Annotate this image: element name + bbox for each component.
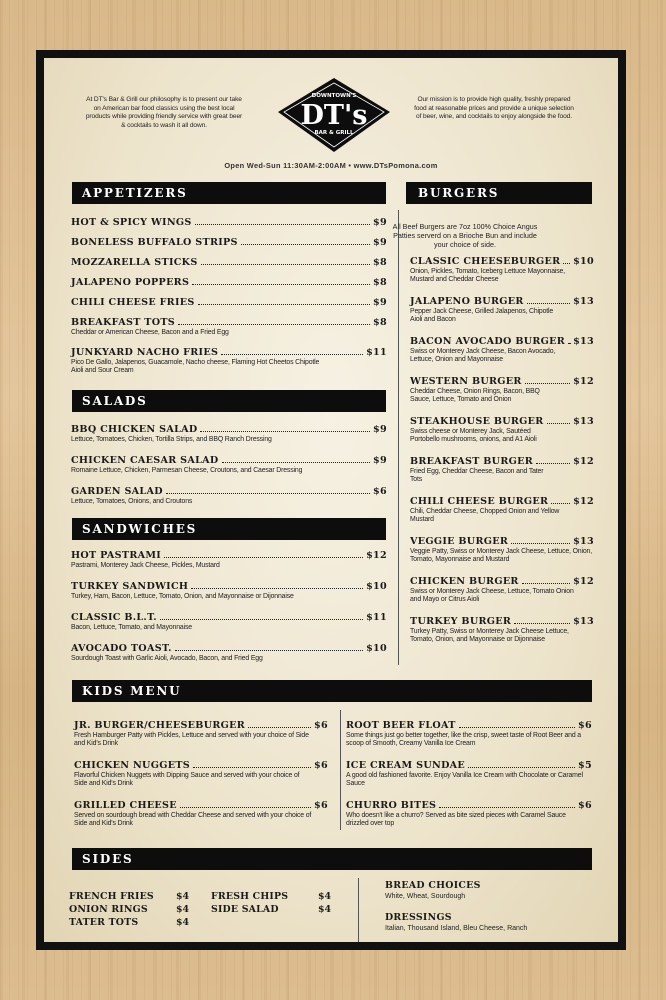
item-name: JALAPENO POPPERS xyxy=(71,277,190,288)
item-name: JR. BURGER/CHEESEBURGER xyxy=(74,720,246,731)
item-name: GRILLED CHEESE xyxy=(74,800,177,811)
item-name: CHICKEN BURGER xyxy=(410,576,519,587)
menu-item xyxy=(74,760,328,788)
menu-item xyxy=(346,800,592,828)
item-price: $8 xyxy=(373,257,387,268)
item-price: $10 xyxy=(366,643,387,654)
item-name: ICE CREAM SUNDAE xyxy=(346,760,466,771)
item-name: HOT & SPICY WINGS xyxy=(71,217,192,228)
item-price: $13 xyxy=(573,296,594,307)
item-name: GARDEN SALAD xyxy=(71,486,163,497)
item-name: CLASSIC B.L.T. xyxy=(71,612,157,623)
menu-item xyxy=(71,347,387,375)
menu-item xyxy=(410,256,594,284)
menu-item xyxy=(410,416,594,444)
menu-item xyxy=(410,616,594,644)
item-name: BBQ CHICKEN SALAD xyxy=(71,424,198,435)
side-item-name: SIDE SALAD xyxy=(211,904,279,915)
item-name: CHILI CHEESE BURGER xyxy=(410,496,549,507)
item-name: BREAKFAST TOTS xyxy=(71,317,176,328)
item-description: Romaine Lettuce, Chicken, Parmesan Cheese, Croutons, and Caesar Dressing xyxy=(71,467,303,474)
item-description: Pastrami, Monterey Jack Cheese, Pickles, Mustard xyxy=(71,562,220,569)
item-price: $9 xyxy=(373,455,387,466)
item-price: $9 xyxy=(373,217,387,228)
side-item-price: $4 xyxy=(176,904,190,915)
item-description: Sourdough Toast with Garlic Aioli, Avocado, Bacon, and Fried Egg xyxy=(71,655,263,662)
item-price: $13 xyxy=(573,616,594,627)
menu-item xyxy=(346,720,592,748)
kids-divider xyxy=(340,710,341,830)
side-item-price: $4 xyxy=(318,904,332,915)
item-price: $8 xyxy=(373,317,387,328)
bread-choices-desc: White, Wheat, Sourdough xyxy=(385,893,466,900)
dressings-desc: Italian, Thousand Island, Bleu Cheese, Ranch xyxy=(385,925,528,932)
side-item-price: $4 xyxy=(318,891,332,902)
item-description: Served on sourdough bread with Cheddar Cheese and served with your choice of Side and Kid's Drink xyxy=(74,812,312,827)
item-name: TURKEY BURGER xyxy=(410,616,512,627)
item-name: JALAPENO BURGER xyxy=(410,296,524,307)
item-price: $9 xyxy=(373,297,387,308)
item-name: BREAKFAST BURGER xyxy=(410,456,534,467)
item-name: VEGGIE BURGER xyxy=(410,536,509,547)
burgers-intro: All Beef Burgers are 7oz 100% Choice Angus Patties serverd on a Brioche Bun and include your choice of side. xyxy=(392,222,538,249)
side-item-name: FRESH CHIPS xyxy=(211,891,289,902)
item-description: Onion, Pickles, Tomato, Iceberg Lettuce Mayonnaise, Mustard and Cheddar Cheese xyxy=(410,268,566,283)
side-item-name: FRENCH FRIES xyxy=(69,891,154,902)
sides-divider xyxy=(358,878,359,942)
item-name: BACON AVOCADO BURGER xyxy=(410,336,566,347)
menu-item xyxy=(71,424,387,444)
menu-item xyxy=(71,317,387,337)
menu-item xyxy=(71,455,387,475)
item-price: $10 xyxy=(366,581,387,592)
item-price: $8 xyxy=(373,277,387,288)
menu-item xyxy=(71,612,387,632)
item-name: CHICKEN NUGGETS xyxy=(74,760,190,771)
side-item-price: $4 xyxy=(176,917,190,928)
item-description: Cheddar Cheese, Onion Rings, Bacon, BBQ Sauce, Lettuce, Tomato and Onion xyxy=(410,388,540,403)
dts-logo xyxy=(274,76,394,154)
menu-item xyxy=(71,486,387,506)
item-price: $6 xyxy=(314,800,328,811)
item-price: $13 xyxy=(573,416,594,427)
menu-item xyxy=(74,800,328,828)
sides-header: SIDES xyxy=(72,848,592,870)
logo-top-text: DOWNTOWN'S xyxy=(311,93,357,99)
item-price: $6 xyxy=(314,720,328,731)
item-price: $6 xyxy=(578,800,592,811)
menu-item xyxy=(71,217,387,228)
menu-item xyxy=(410,496,594,524)
bread-choices-title: BREAD CHOICES xyxy=(385,880,481,891)
item-name: WESTERN BURGER xyxy=(410,376,522,387)
item-price: $6 xyxy=(578,720,592,731)
menu-paper xyxy=(44,58,618,942)
item-name: TURKEY SANDWICH xyxy=(71,581,189,592)
item-name: JUNKYARD NACHO FRIES xyxy=(71,347,219,358)
item-description: Lettuce, Tomatoes, Chicken, Tortilla Strips, and BBQ Ranch Dressing xyxy=(71,436,272,443)
menu-item xyxy=(74,720,328,748)
menu-item xyxy=(71,643,387,663)
item-price: $12 xyxy=(573,376,594,387)
menu-item xyxy=(410,536,594,564)
item-price: $9 xyxy=(373,424,387,435)
menu-item xyxy=(410,576,594,604)
menu-item xyxy=(71,550,387,570)
item-description: Some things just go better together, like the crisp, sweet taste of Root Beer and a scoop of Smooth, Creamy Vanilla Ice Cream xyxy=(346,732,581,747)
item-description: Flavorful Chicken Nuggets with Dipping Sauce and served with your choice of Side and Kid's Drink xyxy=(74,772,300,787)
item-price: $12 xyxy=(573,456,594,467)
item-price: $10 xyxy=(573,256,594,267)
item-price: $11 xyxy=(366,612,387,623)
item-description: Chili, Cheddar Cheese, Chopped Onion and Yellow Mustard xyxy=(410,508,560,523)
item-description: Who doesn't like a churro? Served as bite sized pieces with Caramel Sauce drizzled over top xyxy=(346,812,566,827)
menu-item xyxy=(71,297,387,308)
item-description: Bacon, Lettuce, Tomato, and Mayonnaise xyxy=(71,624,192,631)
menu-item xyxy=(410,456,594,484)
item-description: A good old fashioned favorite. Enjoy Vanilla Ice Cream with Chocolate or Caramel Sauce xyxy=(346,772,583,787)
item-description: Pepper Jack Cheese, Grilled Jalapenos, Chipotle Aioli and Bacon xyxy=(410,308,554,323)
item-name: MOZZARELLA STICKS xyxy=(71,257,198,268)
item-description: Fried Egg, Cheddar Cheese, Bacon and Tater Tots xyxy=(410,468,544,483)
menu-item xyxy=(71,277,387,288)
menu-frame xyxy=(36,50,626,950)
dressings-title: DRESSINGS xyxy=(385,912,452,923)
item-name: CLASSIC CHEESEBURGER xyxy=(410,256,561,267)
item-description: Pico De Gallo, Jalapenos, Guacamole, Nacho cheese, Flaming Hot Cheetos Chipotle Aioli and Sour Cream xyxy=(71,359,320,374)
item-description: Turkey Patty, Swiss or Monterey Jack Cheese Lettuce, Tomato, Onion, and Mayonnaise or Dijonnaise xyxy=(410,628,569,643)
logo-main-text: DT's xyxy=(300,100,368,131)
menu-item xyxy=(410,296,594,324)
item-name: AVOCADO TOAST. xyxy=(71,643,172,654)
item-name: CHICKEN CAESAR SALAD xyxy=(71,455,219,466)
appetizers-header: APPETIZERS xyxy=(72,182,386,204)
philosophy-text: At DT's Bar & Grill our philosophy is to present our take on American bar food classics using the best local products while providing friendly service with great beer & cocktails to wash it all down. xyxy=(85,96,243,129)
item-description: Swiss or Monterey Jack Cheese, Lettuce, Tomato Onion and Mayo or Citrus Aioli xyxy=(410,588,574,603)
item-description: Veggie Patty, Swiss or Monterey Jack Cheese, Lettuce, Onion, Tomato, Mayonnaise and Mustard xyxy=(410,548,592,563)
item-price: $12 xyxy=(573,576,594,587)
item-price: $13 xyxy=(573,336,594,347)
item-name: STEAKHOUSE BURGER xyxy=(410,416,544,427)
menu-item xyxy=(410,376,594,404)
item-description: Fresh Hamburger Patty with Pickles, Lettuce and served with your choice of Side and Kid's Drink xyxy=(74,732,309,747)
item-name: ROOT BEER FLOAT xyxy=(346,720,456,731)
item-price: $12 xyxy=(573,496,594,507)
menu-item xyxy=(71,581,387,601)
kids-menu-header: KIDS MENU xyxy=(72,680,592,702)
item-price: $5 xyxy=(578,760,592,771)
item-price: $9 xyxy=(373,237,387,248)
item-price: $11 xyxy=(366,347,387,358)
item-description: Turkey, Ham, Bacon, Lettuce, Tomato, Onion, and Mayonnaise or Dijonnaise xyxy=(71,593,294,600)
item-description: Cheddar or American Cheese, Bacon and a Fried Egg xyxy=(71,329,229,336)
burgers-header: BURGERS xyxy=(406,182,592,204)
item-name: BONELESS BUFFALO STRIPS xyxy=(71,237,238,248)
side-item-name: ONION RINGS xyxy=(69,904,148,915)
mission-text: Our mission is to provide high quality, freshly prepared food at reasonable prices and provide a unique selection of beer, wine, and cocktails to enjoy alongside the food. xyxy=(414,96,574,121)
side-item-price: $4 xyxy=(176,891,190,902)
item-price: $12 xyxy=(366,550,387,561)
menu-item xyxy=(71,257,387,268)
item-price: $6 xyxy=(314,760,328,771)
salads-header: SALADS xyxy=(72,390,386,412)
item-price: $13 xyxy=(573,536,594,547)
item-price: $6 xyxy=(373,486,387,497)
column-divider xyxy=(398,210,399,665)
item-description: Swiss or Monterey Jack Cheese, Bacon Avocado, Lettuce, Onion and Mayonnaise xyxy=(410,348,556,363)
item-description: Lettuce, Tomatoes, Onions, and Croutons xyxy=(71,498,193,505)
item-description: Swiss cheese or Monterey Jack, Sautéed Portobello mushrooms, onions, and A1 Aioli xyxy=(410,428,537,443)
menu-item xyxy=(346,760,592,788)
menu-item xyxy=(410,336,594,364)
logo-bottom-text: BAR & GRILL xyxy=(314,130,354,136)
item-name: CHURRO BITES xyxy=(346,800,437,811)
sandwiches-header: SANDWICHES xyxy=(72,518,386,540)
side-item-name: TATER TOTS xyxy=(69,917,139,928)
menu-item xyxy=(71,237,387,248)
hours-website: Open Wed-Sun 11:30AM-2:00AM • www.DTsPomona.com xyxy=(224,161,438,170)
item-name: HOT PASTRAMI xyxy=(71,550,162,561)
item-name: CHILI CHEESE FRIES xyxy=(71,297,195,308)
